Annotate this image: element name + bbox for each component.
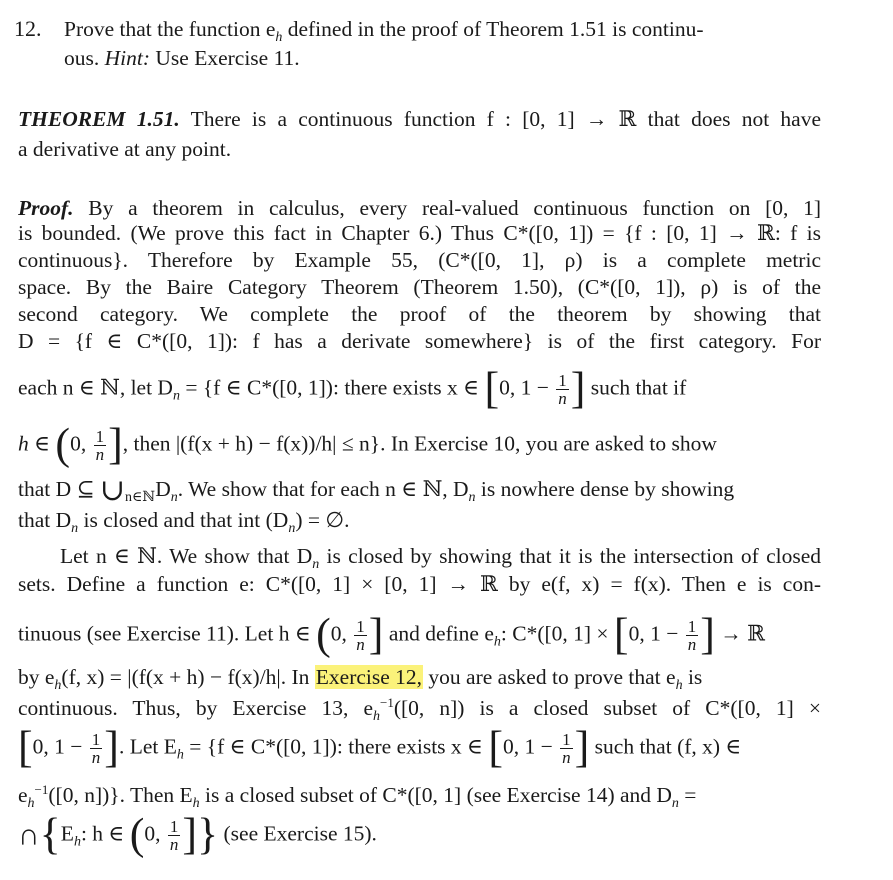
proof-line-5: second category. We complete the proof of the theorem by showing that	[18, 302, 821, 326]
proof-line-1: Proof. By a theorem in calculus, every real-valued continuous function on [0, 1]	[18, 196, 821, 220]
fraction-one-over-n: $\frac{1}{n}$	[562, 730, 571, 767]
proof-line-2: is bounded. (We prove this fact in Chapter 6.) Thus C*([0, 1]) = {f : [0, 1] → ℝ: f is	[18, 221, 821, 245]
exercise-12-highlight: Exercise 12,	[315, 665, 423, 689]
exercise-number: 12.	[14, 16, 42, 41]
fraction-one-over-n: $\frac{1}{n}$	[558, 371, 567, 408]
fraction-one-over-n: $\frac{1}{n}$	[356, 617, 365, 654]
theorem-label: THEOREM 1.51.	[18, 107, 180, 131]
para2-line-5: continuous. Thus, by Exercise 13, $e_h^{-1}([0$, n]) is a closed subset of C*([0, 1] ×	[18, 695, 821, 724]
exercise-line-1: Prove that the function $e_h$ defined in the proof of Theorem 1.51 is continu-	[64, 17, 704, 45]
proof-line-10: that $D_n$ is closed and that int $(D_n)$ = ∅.	[18, 508, 350, 536]
para2-line-3: tinuous (see Exercise 11). Let h ∈ (0, $\frac{1}{n}$ ] and define $e_h$: C*([0, 1] × [0, 1 − $\frac{1}{n}$ ] → ℝ	[18, 609, 765, 659]
proof-line-6: D = {f ∈ C*([0, 1]): f has a derivate somewhere} is of the first category. For	[18, 329, 821, 353]
proof-line-3: continuous}. Therefore by Example 55, (C*([0, 1], ρ) is a complete metric	[18, 248, 821, 272]
para2-line-2: sets. Define a function e: C*([0, 1] × [0, 1] → ℝ by e(f, x) = f(x). Then e is con-	[18, 572, 821, 596]
theorem-line-1: THEOREM 1.51. There is a continuous function f : [0, 1] → ℝ that does not have	[18, 107, 821, 131]
fraction-one-over-n: $\frac{1}{n}$	[169, 817, 179, 854]
fraction-one-over-n: $\frac{1}{n}$	[95, 427, 105, 464]
fraction-one-over-n: $\frac{1}{n}$	[687, 617, 697, 654]
proof-line-4: space. By the Baire Category Theorem (Theorem 1.50), (C*([0, 1]), ρ) is of the	[18, 275, 821, 299]
para2-line-8: $\cap\{E_h$: h ∈ (0, $\frac{1}{n}$ ]} (see Exercise 15).	[18, 809, 377, 859]
theorem-line-2: a derivative at any point.	[18, 137, 232, 161]
exercise-line-2: ous. Hint: Use Exercise 11.	[64, 46, 300, 70]
fraction-one-over-n: $\frac{1}{n}$	[91, 730, 101, 767]
para2-line-4: by $e_h(f$, x) = |(f(x + h) − f(x)/h|. In Exercise 12, you are asked to prove that $e_h$ is	[18, 665, 703, 693]
para2-line-1: Let n ∈ ℕ. We show that $D_n$ is closed by showing that it is the intersection of closed	[60, 544, 821, 572]
proof-label: Proof.	[18, 196, 74, 220]
para2-line-7: $e_h^{-1}([0$, n])}. Then $E_h$ is a closed subset of C*([0, 1] (see Exercise 14) and $D_n$ =	[18, 782, 697, 811]
proof-line-8: h ∈ (0, $\frac{1}{n}$ ], then |(f(x + h) − f(x))/h| ≤ n}. In Exercise 10, you are asked to show	[18, 419, 717, 469]
proof-line-7: each n ∈ ℕ, let $D_n = \{f$ ∈ C*([0, 1]): there exists x ∈ [0, 1 − $\frac{1}{n}$ ] such that if	[18, 363, 687, 413]
para2-line-6: [0, 1 − $\frac{1}{n}$ ]. Let $E_h = \{f$ ∈ C*([0, 1]): there exists x ∈ [0, 1 − $\frac{1}{n}$ ] such that (f, x) ∈	[18, 722, 742, 772]
proof-line-9: that D ⊆ $\cup_{n\in ℕ}D_n$. We show that for each n ∈ ℕ, $D_n$ is nowhere dense by showing	[18, 474, 735, 507]
